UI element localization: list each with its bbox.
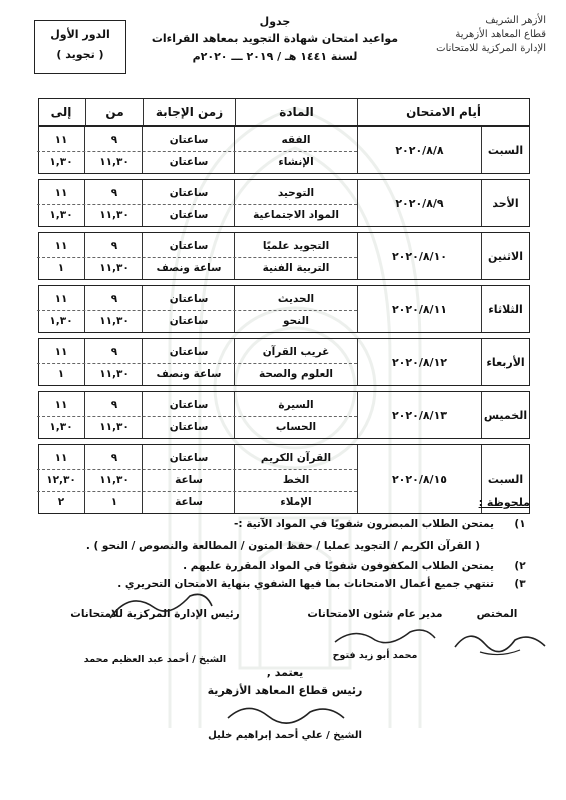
day-name-cell: الاثنين xyxy=(481,233,529,279)
logo-line-admin: الإدارة المركزية للامتحانات xyxy=(436,43,546,54)
header-from: من xyxy=(85,99,143,125)
subject-cell: الفقه xyxy=(281,134,311,146)
document-title xyxy=(150,14,400,66)
to-time-cell: ١,٣٠ xyxy=(49,209,73,221)
to-time-cell: ١١ xyxy=(54,293,68,305)
from-time-cell: ٩ xyxy=(110,187,118,199)
to-time-cell: ١١ xyxy=(54,187,68,199)
title-main: مواعيد امتحان شهادة التجويد بمعاهد القراءات xyxy=(151,32,399,45)
subject-cell: التربية الفنية xyxy=(262,262,330,274)
sector-head-name: الشيخ / علي أحمد إبراهيم خليل xyxy=(208,730,362,741)
duration-cell: ساعتان xyxy=(169,399,209,411)
to-time-cell: ١,٣٠ xyxy=(49,315,73,327)
from-time-cell: ١١,٣٠ xyxy=(99,262,129,274)
director-name: محمد أبو زيد فتوح xyxy=(332,650,418,661)
subject-cell: القرآن الكريم xyxy=(260,452,332,464)
duration-cell: ساعتان xyxy=(169,187,209,199)
subject-cell: الإنشاء xyxy=(278,156,314,168)
note-text: ( القرآن الكريم / التجويد عمليا / حفظ المتون / المطالعة والنصوص / النحو ) . xyxy=(85,540,480,552)
from-time-cell: ١١,٣٠ xyxy=(99,209,129,221)
from-time-cell: ٩ xyxy=(110,346,118,358)
duration-cell: ساعتان xyxy=(169,209,209,221)
to-time-cell: ٢ xyxy=(57,496,65,508)
to-time-cell: ١,٣٠ xyxy=(49,156,73,168)
table-row xyxy=(37,394,357,416)
round-subject-label: ( تجويد ) xyxy=(56,48,104,61)
header-duration: زمن الإجابة xyxy=(143,99,235,125)
to-time-cell: ١١ xyxy=(54,346,68,358)
to-time-cell: ١ xyxy=(57,368,65,380)
note-number: ١) xyxy=(514,518,526,530)
duration-cell: ساعتان xyxy=(169,452,209,464)
from-time-cell: ١١,٣٠ xyxy=(99,368,129,380)
day-block xyxy=(38,232,530,280)
subject-cell: الحساب xyxy=(275,421,317,433)
table-row xyxy=(37,235,357,257)
day-name-cell: الأحد xyxy=(481,180,529,226)
azhar-logo-text xyxy=(416,14,546,56)
from-time-cell: ١ xyxy=(110,496,118,508)
duration-cell: ساعتان xyxy=(169,421,209,433)
note-number: ٣) xyxy=(514,578,526,590)
table-row xyxy=(37,204,357,226)
table-row xyxy=(37,469,357,491)
from-time-cell: ١١,٣٠ xyxy=(99,156,129,168)
table-row xyxy=(37,151,357,173)
duration-cell: ساعتان xyxy=(169,293,209,305)
from-time-cell: ١١,٣٠ xyxy=(99,315,129,327)
duration-cell: ساعتان xyxy=(169,315,209,327)
duration-cell: ساعتان xyxy=(169,156,209,168)
sector-head-title: رئيس قطاع المعاهد الأزهرية xyxy=(207,684,363,697)
duration-cell: ساعتان xyxy=(169,346,209,358)
duration-cell: ساعة ونصف xyxy=(156,262,222,274)
central-admin-name: الشيخ / أحمد عبد العظيم محمد xyxy=(83,654,227,665)
duration-cell: ساعة ونصف xyxy=(156,368,222,380)
table-row xyxy=(37,447,357,469)
exam-round-box xyxy=(34,20,126,74)
director-title: مدير عام شئون الامتحانات xyxy=(307,608,443,620)
to-time-cell: ١١ xyxy=(54,134,68,146)
duration-cell: ساعة xyxy=(175,474,203,486)
from-time-cell: ٩ xyxy=(110,134,118,146)
header-days: أيام الامتحان xyxy=(357,99,529,125)
approval-label: يعتمد , xyxy=(266,666,304,679)
notes-heading: ملحوظة : xyxy=(478,496,530,509)
table-row xyxy=(37,416,357,438)
day-name-cell: الثلاثاء xyxy=(481,286,529,332)
date-cell: ٢٠٢٠/٨/١١ xyxy=(357,286,481,332)
subject-cell: الحديث xyxy=(277,293,315,305)
central-admin-title: رئيس الإدارة المركزية للامتحانات xyxy=(70,608,240,620)
to-time-cell: ١,٣٠ xyxy=(49,421,73,433)
day-block xyxy=(38,391,530,439)
title-year: لسنة ١٤٤١ هـ / ٢٠١٩ ـــ ٢٠٢٠م xyxy=(192,50,358,63)
table-row xyxy=(37,341,357,363)
subject-cell: النحو xyxy=(283,315,309,327)
from-time-cell: ١١,٣٠ xyxy=(99,421,129,433)
specialist-signature xyxy=(452,608,542,620)
table-row xyxy=(37,257,357,279)
day-block xyxy=(38,126,530,174)
subject-cell: التجويد علميًا xyxy=(262,240,330,252)
day-name-cell: الخميس xyxy=(481,392,529,438)
to-time-cell: ١١ xyxy=(54,240,68,252)
logo-line-sector: قطاع المعاهد الأزهرية xyxy=(455,29,546,40)
day-name-cell: السبت xyxy=(481,445,529,513)
header-subject: المادة xyxy=(235,99,357,125)
table-row xyxy=(37,129,357,151)
date-cell: ٢٠٢٠/٨/٨ xyxy=(357,127,481,173)
note-text: يمتحن الطلاب المكفوفون شفويًا في المواد المقررة عليهم . xyxy=(183,560,494,572)
round-label: الدور الأول xyxy=(50,28,110,41)
subject-cell: التوحيد xyxy=(277,187,315,199)
header-to: إلى xyxy=(50,105,72,119)
duration-cell: ساعتان xyxy=(169,240,209,252)
subject-cell: السيرة xyxy=(278,399,314,411)
director-signature-scribble xyxy=(330,622,440,652)
specialist-title: المختص xyxy=(476,608,518,620)
table-row xyxy=(37,310,357,332)
to-time-cell: ١ xyxy=(57,262,65,274)
to-time-cell: ١١ xyxy=(54,452,68,464)
date-cell: ٢٠٢٠/٨/٩ xyxy=(357,180,481,226)
specialist-signature-scribble xyxy=(450,622,550,662)
day-block xyxy=(38,444,530,514)
date-cell: ٢٠٢٠/٨/١٣ xyxy=(357,392,481,438)
from-time-cell: ٩ xyxy=(110,293,118,305)
subject-cell: الإملاء xyxy=(280,496,312,508)
subject-cell: المواد الاجتماعية xyxy=(253,209,339,221)
day-block xyxy=(38,338,530,386)
note-number: ٢) xyxy=(514,560,526,572)
duration-cell: ساعتان xyxy=(169,134,209,146)
subject-cell: غريب القرآن xyxy=(262,346,330,358)
date-cell: ٢٠٢٠/٨/١٠ xyxy=(357,233,481,279)
note-text: يمتحن الطلاب المبصرون شفويًا في المواد الآتية :- xyxy=(234,518,494,530)
from-time-cell: ٩ xyxy=(110,240,118,252)
title-table-label: جدول xyxy=(259,15,291,28)
table-header-row xyxy=(38,98,530,126)
day-name-cell: السبت xyxy=(481,127,529,173)
logo-line-azhar: الأزهر الشريف xyxy=(485,15,546,26)
from-time-cell: ١١,٣٠ xyxy=(99,474,129,486)
subject-cell: الخط xyxy=(282,474,310,486)
central-admin-signature-scribble xyxy=(100,588,220,628)
date-cell: ٢٠٢٠/٨/١٥ xyxy=(357,445,481,513)
sector-head-signature-scribble xyxy=(220,696,350,730)
table-row xyxy=(37,182,357,204)
to-time-cell: ١٢,٣٠ xyxy=(46,474,76,486)
day-name-cell: الأربعاء xyxy=(481,339,529,385)
subject-cell: العلوم والصحة xyxy=(258,368,334,380)
day-block xyxy=(38,285,530,333)
day-block xyxy=(38,179,530,227)
from-time-cell: ٩ xyxy=(110,399,118,411)
table-row xyxy=(37,363,357,385)
note-text: تنتهي جميع أعمال الامتحانات بما فيها الشفوي بنهاية الامتحان التحريري . xyxy=(117,578,494,590)
date-cell: ٢٠٢٠/٨/١٢ xyxy=(357,339,481,385)
duration-cell: ساعة xyxy=(175,496,203,508)
from-time-cell: ٩ xyxy=(110,452,118,464)
table-row xyxy=(37,491,357,513)
table-row xyxy=(37,288,357,310)
to-time-cell: ١١ xyxy=(54,399,68,411)
